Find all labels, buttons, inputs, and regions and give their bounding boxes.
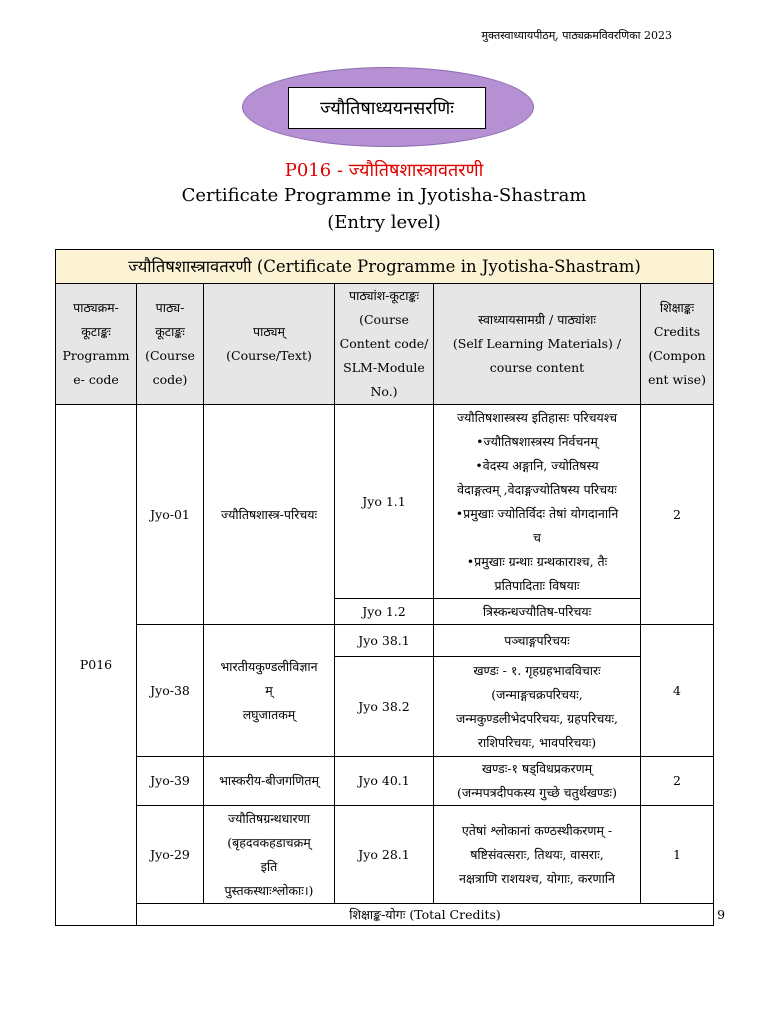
content-cell: त्रिस्कन्धज्यौतिष-परिचयः <box>434 599 641 625</box>
module-code-cell: Jyo 28.1 <box>335 806 434 904</box>
course-text-cell: भास्करीय-बीजगणितम् <box>204 757 335 806</box>
total-row: शिक्षाङ्क-योगः (Total Credits) 9 <box>56 904 714 926</box>
course-table <box>55 249 726 926</box>
content-cell: खण्डः-१ षड्विधप्रकरणम् (जन्मपत्रदीपकस्य गुच्छे चतुर्थखण्डः) <box>434 757 641 806</box>
course-code-cell: Jyo-29 <box>137 806 204 904</box>
course-text-cell: ज्यौतिषग्रन्थधारणा (बृहदवकहडाचक्रम् इति पुस्तकस्थाःश्लोकाः।) <box>204 806 335 904</box>
header-course-code: पाठ्य- कूटाङ्कः (Course code) <box>137 284 204 405</box>
total-credits-label: शिक्षाङ्क-योगः (Total Credits) <box>137 904 714 926</box>
course-code-cell: Jyo-39 <box>137 757 204 806</box>
course-code-cell: Jyo-01 <box>137 405 204 625</box>
content-cell: पञ्चाङ्गपरिचयः <box>434 625 641 657</box>
programme-code-cell: P016 <box>56 405 137 926</box>
banner-title: ज्यौतिषाध्ययनसरणिः <box>288 87 486 129</box>
credits-cell: 2 <box>641 757 714 806</box>
content-cell: खण्डः - १. गृहग्रहभावविचारः (जन्माङ्गचक्रपरिचयः, जन्मकुण्डलीभेदपरिचयः, ग्रहपरिचयः, राशिपरिचयः, भावपरिचयः) <box>434 657 641 757</box>
header-content-code: पाठ्यांश-कूटाङ्कः (Course Content code/ SLM-Module No.) <box>335 284 434 405</box>
catalogue-header-note: मुक्तस्वाध्यायपीठम्, पाठ्यक्रमविवरणिका 2023 <box>481 29 672 42</box>
credits-cell: 2 <box>641 405 714 625</box>
course-code-cell: Jyo-38 <box>137 625 204 757</box>
header-course-text: पाठ्यम् (Course/Text) <box>204 284 335 405</box>
header-credits: शिक्षाङ्कः Credits (Compon ent wise) <box>641 284 714 405</box>
programme-level: (Entry level) <box>327 212 441 233</box>
credits-cell: 1 <box>641 806 714 904</box>
table-row <box>56 757 714 806</box>
course-text-cell: भारतीयकुण्डलीविज्ञान म् लघुजातकम् <box>204 625 335 757</box>
module-code-cell: Jyo 1.2 <box>335 599 434 625</box>
table-row <box>56 806 714 904</box>
content-cell: ज्यौतिषशास्त्रस्य इतिहासः परिचयश्च •ज्यौतिषशास्त्रस्य निर्वचनम् •वेदस्य अङ्गानि, ज्योतिषस्य वेदाङ्गत्वम् ,वेदाङ्गज्योतिषस्य परिचयः •प्रमुखाः ज्योतिर्विदः तेषां योगदानानि च •प्रमुखाः ग्रन्थाः ग्रन्थकाराश्च, तैः प्रतिपादिताः विषयाः <box>434 405 641 599</box>
programme-code-line: P016 - ज्यौतिषशास्त्रावतरणी <box>284 160 484 181</box>
course-text-cell: ज्यौतिषशास्त्र-परिचयः <box>204 405 335 625</box>
module-code-cell: Jyo 1.1 <box>335 405 434 599</box>
programme-name: Certificate Programme in Jyotisha-Shastram <box>181 185 587 206</box>
header-self-learning-materials: स्वाध्यायसामग्री / पाठ्यांशः (Self Learning Materials) / course content <box>434 284 641 405</box>
module-code-cell: Jyo 38.2 <box>335 657 434 757</box>
table-row <box>56 625 714 657</box>
header-programme-code: पाठ्यक्रम- कूटाङ्कः Programm e- code <box>56 284 137 405</box>
module-code-cell: Jyo 40.1 <box>335 757 434 806</box>
table-header-row <box>56 284 714 405</box>
table-row <box>56 405 714 599</box>
credits-cell: 4 <box>641 625 714 757</box>
table-caption: ज्यौतिषशास्त्रावतरणी (Certificate Programme in Jyotisha-Shastram) <box>56 250 714 284</box>
table-caption-row <box>56 250 714 284</box>
content-cell: एतेषां श्लोकानां कण्ठस्थीकरणम् - षष्टिसंवत्सराः, तिथयः, वासराः, नक्षत्राणि राशयश्च, योगाः, करणानि <box>434 806 641 904</box>
module-code-cell: Jyo 38.1 <box>335 625 434 657</box>
